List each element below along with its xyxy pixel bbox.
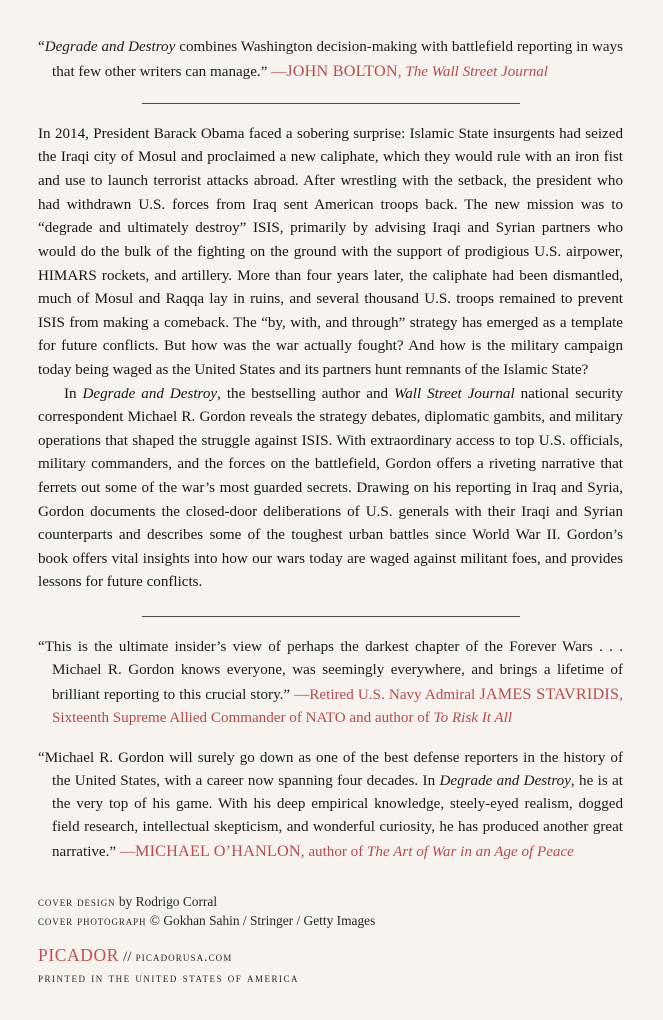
blurb-ohanlon-attrib-work: The Art of War in an Age of Peace	[367, 843, 574, 860]
publisher-imprint-line	[38, 943, 623, 969]
credit-cover-design-value: by Rodrigo Corral	[115, 893, 218, 909]
blurb-ohanlon-dash: —	[119, 843, 135, 860]
spacer-after-blurb-1	[38, 84, 623, 103]
spacer-after-body	[38, 595, 623, 616]
publisher-website[interactable]: picadorusa.com	[135, 948, 233, 964]
blurb-ohanlon-quote-part2: , he is at the very top of his game. With his deep empirical knowledge, steely-eyed realism, dogged field research, intellectual skepticism, and wonderful curiosity, he has produced another great narrative.”	[52, 772, 623, 860]
blurb-stavridis-attrib-work: To Risk It All	[433, 709, 513, 726]
spacer-after-blurb-2	[38, 730, 623, 747]
credit-cover-photograph	[38, 911, 623, 931]
spacer-after-blurb-3	[38, 864, 623, 892]
blurb-stavridis	[38, 636, 623, 730]
spacer-credits-gap	[38, 931, 623, 943]
paragraph-2-lead: In	[64, 385, 83, 402]
blurb-stavridis-dash: —	[294, 686, 310, 703]
paragraph-2-rest: national security correspondent Michael R. Gordon reveals the strategy debates, diplomatic gambits, and military operations that shaped the struggle against ISIS. With extraordinary access to top U.S. officials, military commanders, and the forces on the battlefield, Gordon offers a riveting narrative that ferrets out some of the war’s most guarded secrets. Drawing on his reporting in Iraq and Syria, Gordon documents the closed-door deliberations of U.S. generals with their Iraqi and Syrian counterparts and describes some of the toughest urban battles since World War II. Gordon’s book offers vital insights into how our wars today are waged against militant foes, and provides lessons for future conflicts.	[38, 385, 623, 591]
blurb-stavridis-attrib-name: JAMES STAVRIDIS	[479, 684, 620, 703]
spacer-after-rule-2	[38, 617, 623, 636]
description-paragraph-2	[38, 383, 623, 595]
blurb-ohanlon	[38, 747, 623, 864]
blurb-bolton-attribution	[271, 61, 548, 80]
credit-cover-photograph-label: cover photograph	[38, 914, 147, 929]
paragraph-2-journal-name: Wall Street Journal	[394, 385, 515, 402]
blurb-stavridis-quote: “This is the ultimate insider’s view of perhaps the darkest chapter of the Forever Wars . . . Michael R. Gordon knows everyone, was seemingly everywhere, and brings a lifetime of brilliant reporting to this crucial story.”	[38, 639, 623, 703]
paragraph-2-book-title: Degrade and Destroy	[82, 385, 218, 402]
blurb-ohanlon-book-title: Degrade and Destroy	[439, 772, 571, 789]
blurb-bolton-source: The Wall Street Journal	[405, 63, 548, 80]
blurb-bolton-dash: —	[271, 63, 287, 80]
blurb-stavridis-attrib-prefix: Retired U.S. Navy Admiral	[309, 686, 480, 703]
spacer-after-rule-1	[38, 104, 623, 123]
publisher-separator: //	[119, 948, 136, 965]
blurb-bolton-quote-body: combines Washington decision-making with battlefield reporting in ways that few other writers can manage.”	[52, 39, 624, 80]
blurb-stavridis-attrib-tail: , Sixteenth Supreme Allied Commander of NATO and author of	[52, 686, 623, 726]
printed-in-line: printed in the united states of america	[38, 970, 300, 986]
book-description	[38, 123, 623, 595]
blurb-ohanlon-attrib-tail: , author of	[300, 843, 368, 860]
credit-cover-design	[38, 892, 623, 912]
blurb-ohanlon-attribution	[119, 841, 574, 860]
cover-credits	[38, 892, 623, 988]
description-paragraph-1: In 2014, President Barack Obama faced a sobering surprise: Islamic State insurgents had seized the Iraqi city of Mosul and proclaimed a new caliphate, which they would rule with an iron fist and use to launch terrorist attacks abroad. After wrestling with the setback, the president who had withdrawn U.S. forces from Iraq sent American troops back. The new mission was to “degrade and ultimately destroy” ISIS, primarily by advising Iraqi and Syrian partners who would do the bulk of the fighting on the ground with the support of prodigious U.S. airpower, HIMARS rockets, and artillery. More than four years later, the caliphate had been dismantled, much of Mosul and Raqqa lay in ruins, and several thousand U.S. troops remained to prevent ISIS from making a comeback. The “by, with, and through” strategy has emerged as a template for future conflicts. But how was the war actually fought? And how is the military campaign today being waged as the United States and its partners hunt remnants of the Islamic State?	[38, 125, 623, 378]
blurb-bolton	[38, 36, 623, 84]
blurb-bolton-quote-open: “	[38, 39, 45, 55]
publisher-name: PICADOR	[38, 944, 120, 965]
blurb-bolton-comma: ,	[397, 63, 406, 80]
blurb-bolton-book-title: Degrade and Destroy	[44, 39, 176, 55]
blurb-ohanlon-attrib-name: MICHAEL O’HANLON	[134, 841, 301, 860]
paragraph-2-mid: , the bestselling author and	[217, 385, 395, 402]
credit-cover-design-label: cover design	[38, 894, 116, 909]
blurb-ohanlon-quote-part1: “Michael R. Gordon will surely go down as one of the best defense reporters in the history of the United States, with a career now spanning four decades. In	[38, 749, 623, 789]
credit-cover-photograph-value: © Gokhan Sahin / Stringer / Getty Images	[146, 913, 376, 929]
blurb-bolton-attrib-name: JOHN BOLTON	[286, 61, 398, 80]
